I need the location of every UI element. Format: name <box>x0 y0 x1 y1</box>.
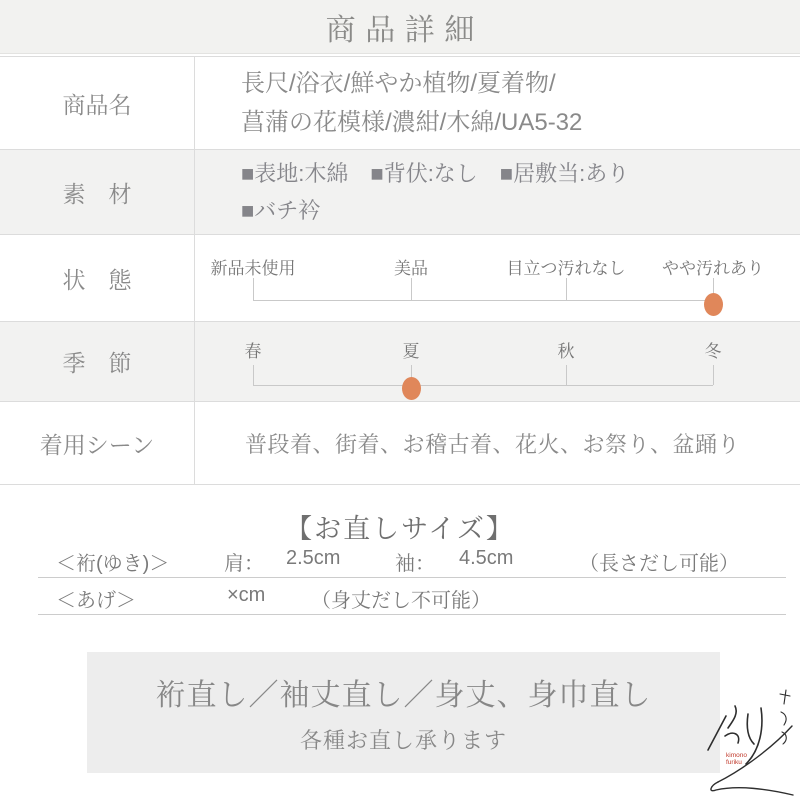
age-value: ×cm <box>227 584 266 606</box>
condition-option: 新品未使用 <box>210 259 296 278</box>
condition-option: 美品 <box>394 259 428 278</box>
scale-tick <box>713 365 714 385</box>
yuki-note: （長さだし可能） <box>579 553 739 575</box>
brand-logo-text-line2: furiku <box>726 759 742 766</box>
season-scale-cell <box>195 322 800 401</box>
condition-selected-dot <box>704 293 723 316</box>
condition-scale-cell <box>195 235 800 321</box>
row-material <box>0 150 800 235</box>
age-note: （身丈だし不可能） <box>311 590 491 612</box>
product-name-label: 商品名 <box>0 57 195 149</box>
season-scale <box>195 322 800 401</box>
brand-logo-calligraphy <box>708 690 793 795</box>
yuki-label: ＜裄(ゆき)＞ <box>56 553 170 575</box>
scale-baseline <box>253 385 713 386</box>
yuki-shoulder-label: 肩： <box>224 553 264 575</box>
page-title: 商品詳細 <box>325 13 484 47</box>
season-option: 秋 <box>557 342 575 361</box>
yuki-sleeve-value: 4.5cm <box>459 547 514 569</box>
yuki-sleeve-label: 袖： <box>395 553 435 575</box>
resize-section-heading: 【お直しサイズ】 <box>285 514 515 544</box>
product-name-line2: 菖蒲の花模様/濃紺/木綿/UA5-32 <box>241 109 583 136</box>
scene-value <box>195 402 800 484</box>
season-option: 夏 <box>402 342 420 361</box>
scale-tick <box>253 365 254 385</box>
material-line2: ■バチ衿 <box>241 198 321 223</box>
brand-logo <box>698 686 798 798</box>
row-condition <box>0 235 800 322</box>
season-option: 冬 <box>704 342 722 361</box>
season-label: 季 節 <box>0 322 195 401</box>
season-selected-dot <box>402 377 421 400</box>
age-label: ＜あげ＞ <box>56 590 136 612</box>
row-product-name <box>0 57 800 150</box>
season-option: 春 <box>244 342 262 361</box>
scale-baseline <box>253 300 713 301</box>
material-label: 素 材 <box>0 150 195 234</box>
row-season <box>0 322 800 402</box>
scene-text: 普段着、街着、お稽古着、花火、お祭り、盆踊り <box>245 431 741 457</box>
scene-label: 着用シーン <box>0 402 195 484</box>
condition-option: やや汚れあり <box>662 259 764 278</box>
notice-sub-text: 各種お直し承ります <box>299 728 507 753</box>
page-header <box>0 0 800 54</box>
scale-tick <box>566 365 567 385</box>
yuki-shoulder-value: 2.5cm <box>286 547 341 569</box>
scale-tick <box>253 278 254 300</box>
material-value <box>195 150 800 234</box>
alteration-notice-box <box>87 652 720 773</box>
notice-main-text: 裄直し／袖丈直し／身丈、身巾直し <box>155 679 652 712</box>
yuki-size-row <box>38 541 786 578</box>
condition-label: 状 態 <box>0 235 195 321</box>
age-size-row <box>38 578 786 615</box>
product-name-line1: 長尺/浴衣/鮮やか植物/夏着物/ <box>241 70 556 97</box>
scale-tick <box>566 278 567 300</box>
brand-logo-text-line1: kimono <box>726 752 747 759</box>
condition-option: 目立つ汚れなし <box>506 259 626 278</box>
row-scene <box>0 402 800 485</box>
condition-scale <box>195 235 800 321</box>
material-line1: ■表地:木綿 ■背伏:なし ■居敷当:あり <box>241 161 630 186</box>
scale-tick <box>411 278 412 300</box>
product-spec-table <box>0 56 800 485</box>
product-name-value <box>195 57 800 149</box>
